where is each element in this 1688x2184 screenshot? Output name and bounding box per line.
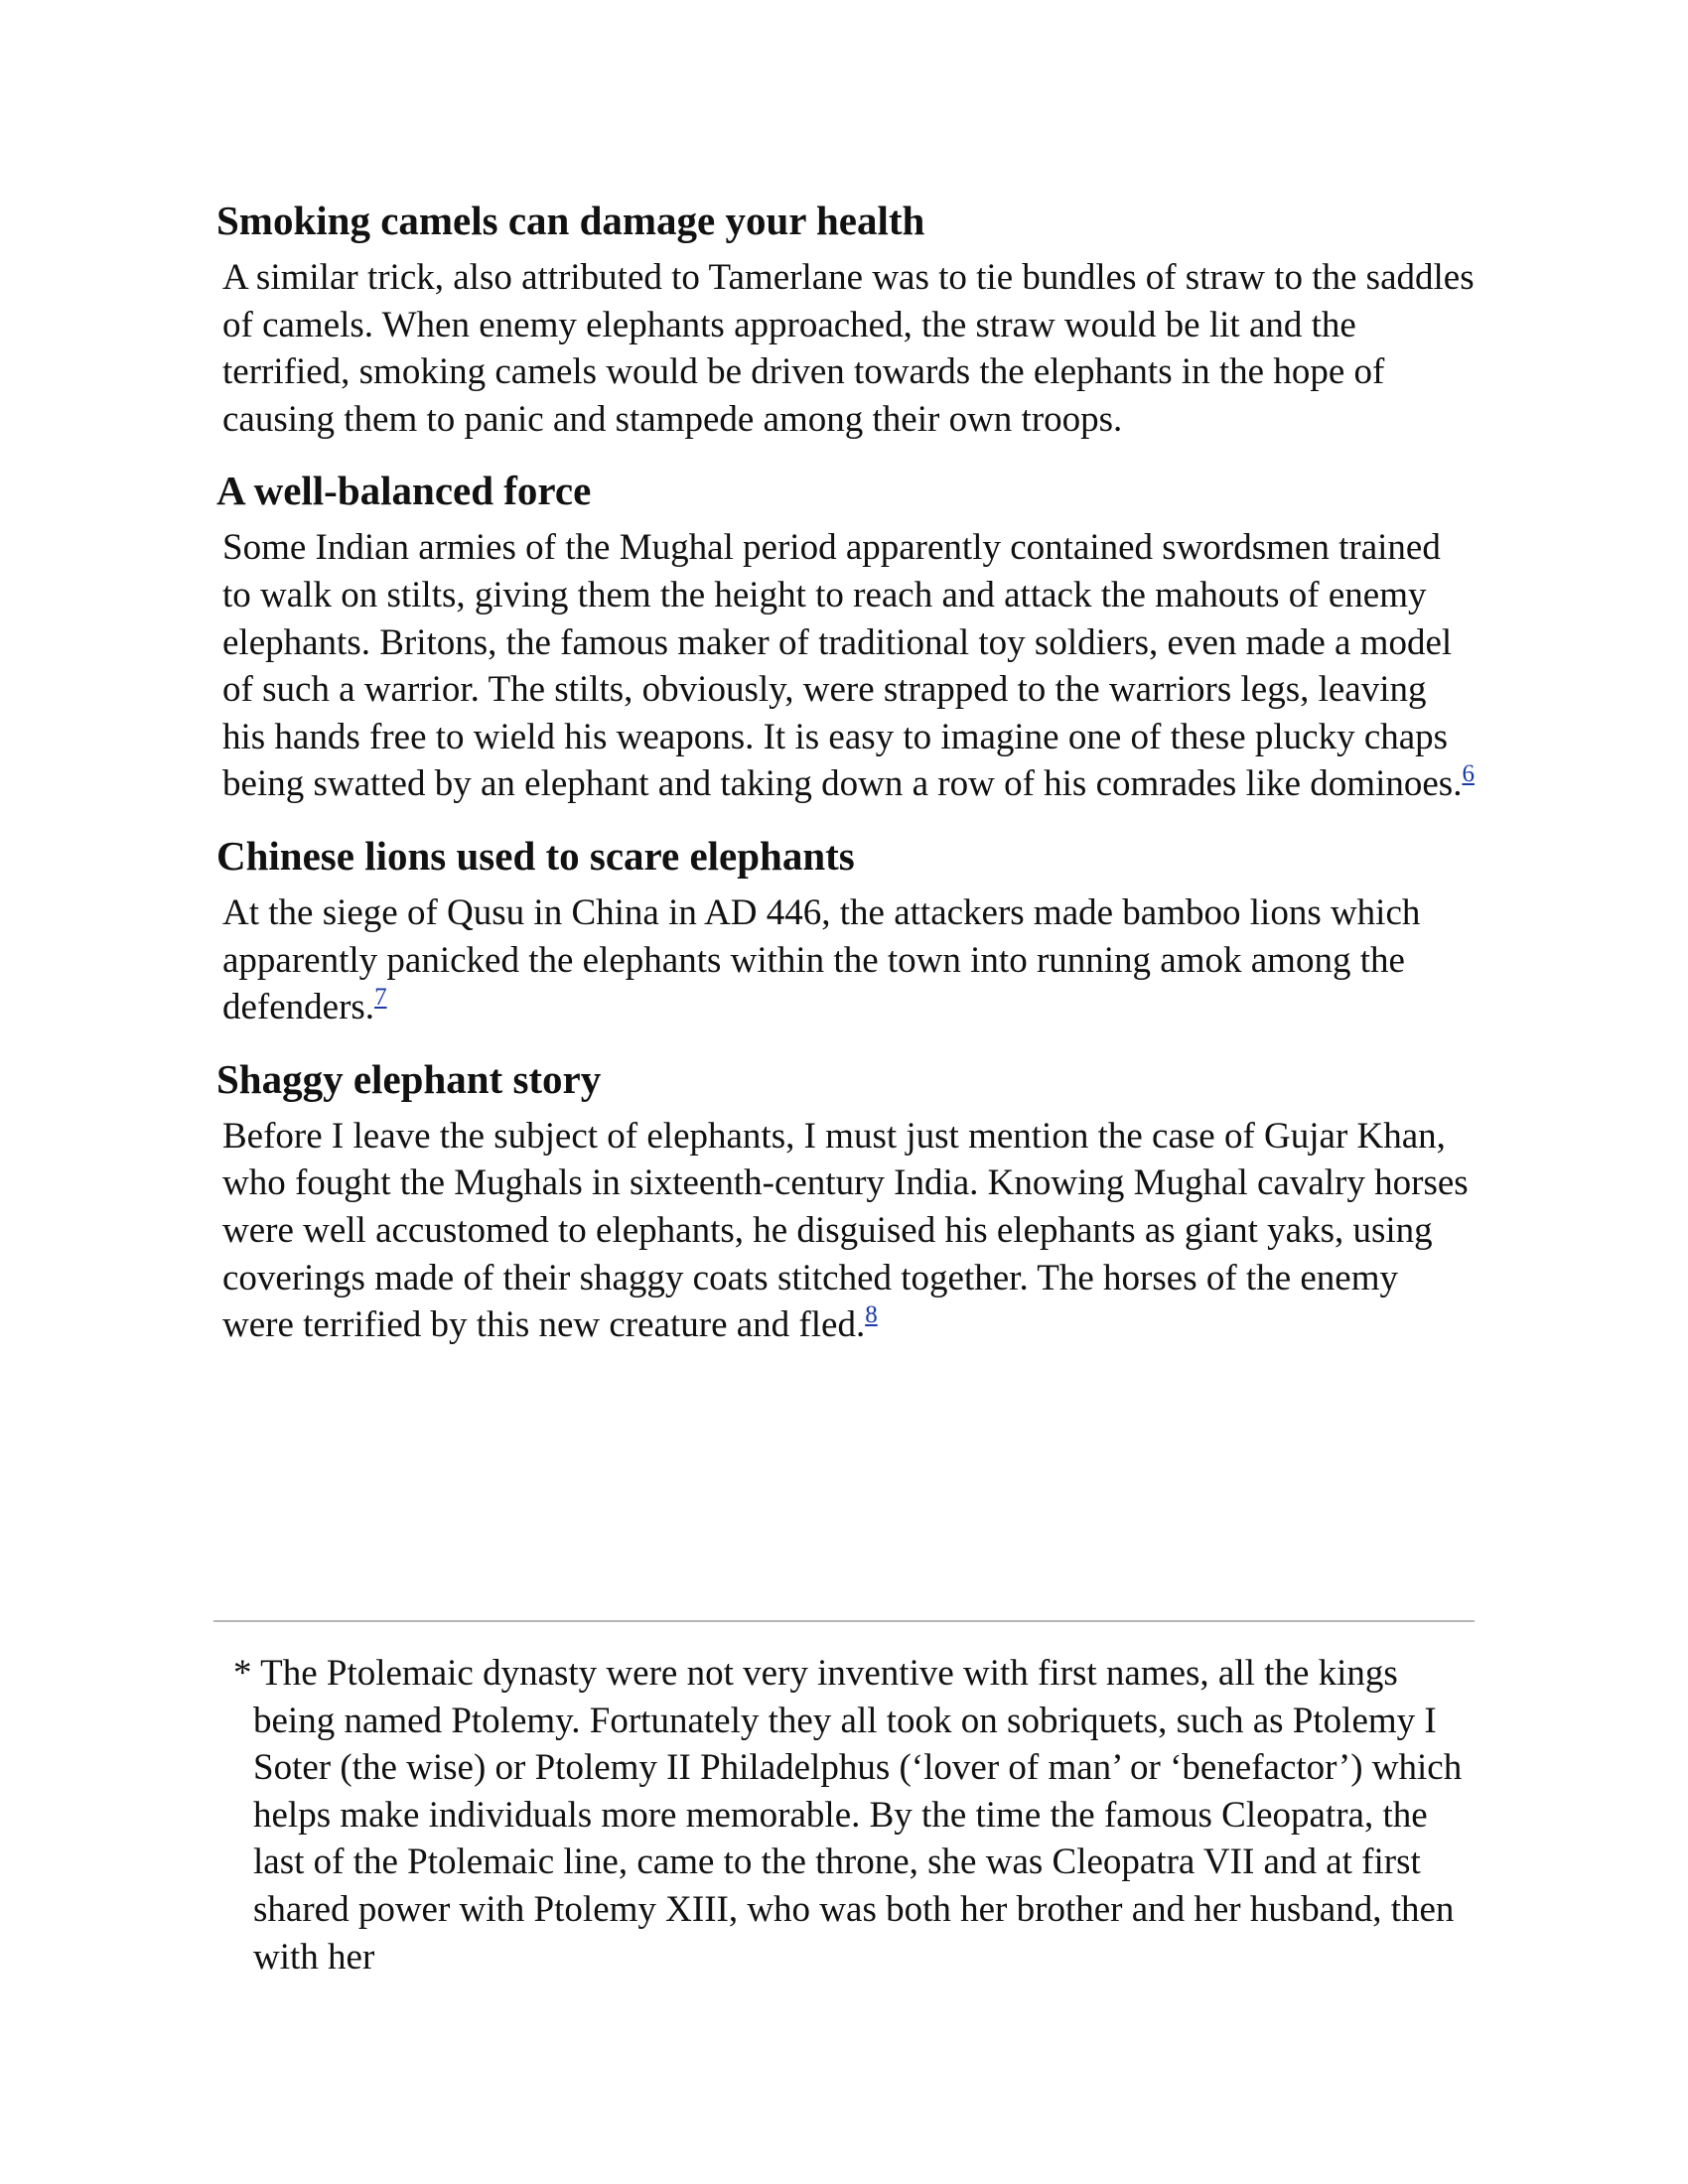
paragraph-text: Some Indian armies of the Mughal period apparently contained swordsmen trained to walk on stilts, giving them the height to reach and attack the mahouts of enemy elephants. Britons, the famous maker of traditional toy soldiers, even made a model of such a warrior. The stilts, obviously, were strapped to the warriors legs, leaving his hands free to wield his weapons. It is easy to imagine one of these plucky chaps being swatted by an elephant and taking down a row of his comrades like dominoes. xyxy=(222,527,1463,805)
section-heading-shaggy-elephant: Shaggy elephant story xyxy=(216,1055,602,1102)
paragraph-text: At the siege of Qusu in China in AD 446, the attackers made bamboo lions which apparently panicked the elephants within the town into running amok among the defenders. xyxy=(222,891,1421,1028)
footnote-ref-link-8[interactable]: 8 xyxy=(865,1301,878,1329)
section-heading-chinese-lions: Chinese lions used to scare elephants xyxy=(216,832,855,879)
paragraph-text: A similar trick, also attributed to Tamerlane was to tie bundles of straw to the saddles of camels. When enemy elephants approached, the straw would be lit and the terrified, smoking camels would be driven towards the elephants in the hope of causing them to panic and stampede among their own troops. xyxy=(222,257,1475,440)
footnote-text: The Ptolemaic dynasty were not very inventive with first names, all the kings being named Ptolemy. Fortunately they all took on sobriquets, such as Ptolemy I Soter (the wise) or Ptolemy II Philadelphus (‘lover of man’ or ‘benefactor’) which helps make individuals more memorable. By the time the famous Cleopatra, the last of the Ptolemaic line, came to the throne, she was Cleopatra VII and at first shared power with Ptolemy XIII, who was both her brother and her husband, then with her xyxy=(253,1653,1463,1978)
paragraph-text: Before I leave the subject of elephants, I must just mention the case of Gujar Khan, who fought the Mughals in sixteenth-century India. Knowing Mughal cavalry horses were well accustomed to elephants, he disguised his elephants as giant yaks, using coverings made of their shaggy coats stitched together. The horses of the enemy were terrified by this new creature and fled. xyxy=(222,1115,1469,1346)
footnote xyxy=(233,1650,1484,1980)
section-body-well-balanced-force xyxy=(222,524,1477,808)
section-heading-smoking-camels: Smoking camels can damage your health xyxy=(216,198,925,243)
footnote-marker: * xyxy=(233,1653,252,1694)
section-heading-well-balanced-force: A well-balanced force xyxy=(216,468,592,514)
section-body-chinese-lions xyxy=(222,889,1477,1031)
footnote-divider xyxy=(213,1620,1475,1622)
section-body-smoking-camels xyxy=(222,254,1477,443)
footnote-ref-link-7[interactable]: 7 xyxy=(374,984,387,1012)
footnote-ref-link-6[interactable]: 6 xyxy=(1462,760,1475,788)
section-body-shaggy-elephant xyxy=(222,1113,1477,1349)
main-content xyxy=(216,195,1477,1371)
